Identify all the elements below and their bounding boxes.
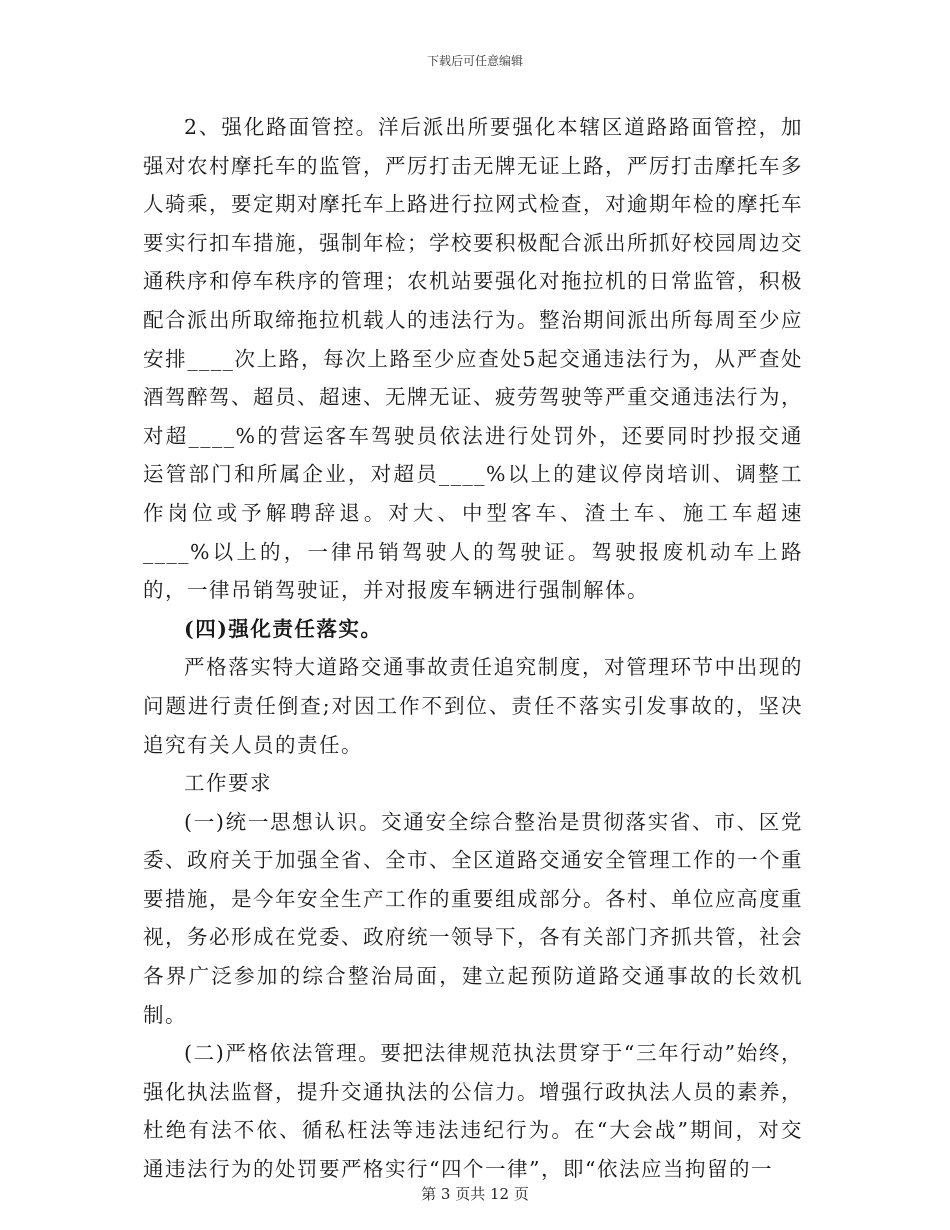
paragraph-road-control: 2、强化路面管控。洋后派出所要强化本辖区道路路面管控，加强对农村摩托车的监管，严厉打击无牌无证上路，严厉打击摩托车多人骑乘，要定期对摩托车上路进行拉网式检查，对逾期年检的摩托车要实行扣车措施，强制年检；学校要积极配合派出所抓好校园周边交通秩序和停车秩序的管理；农机站要强化对拖拉机的日常监管，积极配合派出所取缔拖拉机载人的违法行为。整治期间派出所每周至少应安排____次上路，每次上路至少应查处5起交通违法行为，从严查处酒驾醉驾、超员、超速、无牌无证、疲劳驾驶等严重交通违法行为，对超____%的营运客车驾驶员依法进行处罚外，还要同时抄报交通运管部门和所属企业，对超员____%以上的建议停岗培训、调整工作岗位或予解聘辞退。对大、中型客车、渣土车、施工车超速____%以上的，一律吊销驾驶人的驾驶证。驾驶报废机动车上路的，一律吊销驾驶证，并对报废车辆进行强制解体。	[143, 115, 803, 603]
page-header: 下载后可任意编辑	[426, 54, 523, 68]
document-body	[143, 108, 803, 1189]
paragraph-strict-management: (二)严格依法管理。要把法律规范执法贯穿于“三年行动”始终，强化执法监督，提升交通执法的公信力。增强行政执法人员的素养，杜绝有法不依、循私枉法等违法违纪行为。在“大会战”期间，对交通违法行为的处罚要严格实行“四个一律”，即“依法应当拘留的一	[143, 1041, 803, 1182]
paragraph-accountability: 严格落实特大道路交通事故责任追究制度，对管理环节中出现的问题进行责任倒查;对因工作不到位、责任不落实引发事故的，坚决追究有关人员的责任。	[143, 655, 803, 757]
section-heading-work-requirements: 工作要求	[184, 771, 272, 796]
page-number-footer: 第 3 页共 12 页	[421, 1185, 529, 1203]
section-heading-responsibility: (四)强化责任落实。	[184, 616, 383, 641]
paragraph-unify-thinking: (一)统一思想认识。交通安全综合整治是贯彻落实省、市、区党委、政府关于加强全省、全市、全区道路交通安全管理工作的一个重要措施，是今年安全生产工作的重要组成部分。各村、单位应高度重视，务必形成在党委、政府统一领导下，各有关部门齐抓共管，社会各界广泛参加的综合整治局面，建立起预防道路交通事故的长效机制。	[143, 809, 803, 1027]
